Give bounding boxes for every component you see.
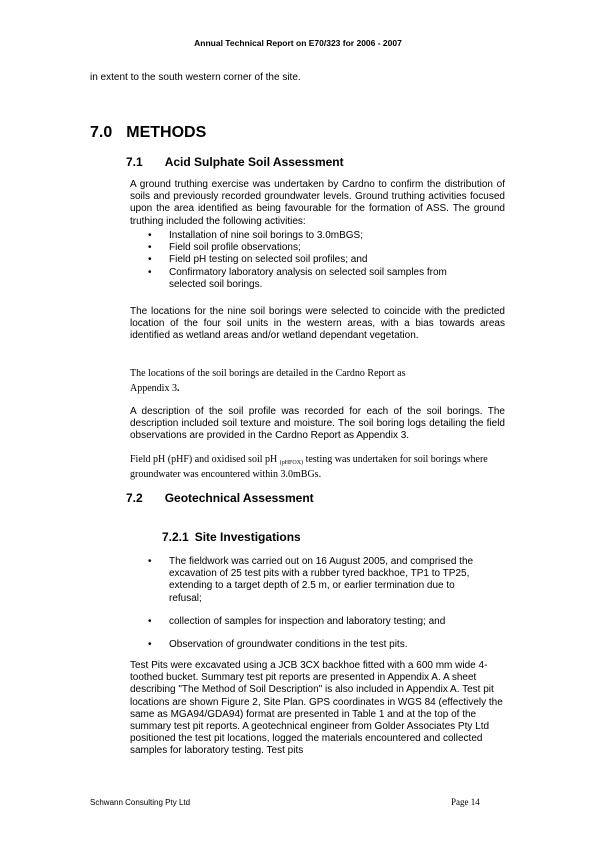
footer-page-number: Page 14 xyxy=(451,797,480,807)
section-title: METHODS xyxy=(126,124,207,141)
list-item: • Installation of nine soil borings to 3.0mBGS; xyxy=(148,230,363,241)
list-item: • Field soil profile observations; xyxy=(148,242,301,254)
section-7-1-heading xyxy=(126,155,344,169)
s71-paragraph-2: The locations for the nine soil borings were selected to coincide with the predicted location of the four soil units in the western areas, with a bias towards areas identified as wetland areas and/or wetland dependant vegetation. xyxy=(130,306,505,342)
s721-bullet-list xyxy=(130,556,505,651)
bullet-icon: • xyxy=(148,556,152,567)
bullet-icon: • xyxy=(148,254,152,266)
list-item: • The fieldwork was carried out on 16 August 2005, and comprised the excavation of 25 test pits with a rubber tyred backhoe, TP1 to TP25, extending to a target depth of 2.5 m, or earlier termination due to refusal; xyxy=(148,556,474,604)
bullet-icon: • xyxy=(148,230,152,241)
bullet-icon: • xyxy=(148,266,152,278)
subsection-number: 7.1 xyxy=(126,155,143,169)
bullet-icon: • xyxy=(148,639,152,651)
section-7-2-heading xyxy=(126,491,314,505)
s71-paragraph-4: A description of the soil profile was recorded for each of the soil borings. The description included soil texture and moisture. The soil boring logs detailing the field observations are provided in the Cardno Report as Appendix 3. xyxy=(130,406,505,442)
bullet-icon: • xyxy=(148,242,152,254)
s71-paragraph-5: Field pH (pHF) and oxidised soil pH $_{(pHFOX)}$ testing was undertaken for soil borings where groundwater was encountered within 3.0mBGs. xyxy=(130,454,488,481)
subsection-title: Geotechnical Assessment xyxy=(164,491,314,505)
s71-bullet-list xyxy=(130,230,505,291)
list-item: • collection of samples for inspection and laboratory testing; and xyxy=(148,615,446,627)
section-number: 7.0 xyxy=(90,124,113,141)
footer-company: Schwann Consulting Pty Ltd xyxy=(90,798,191,807)
list-item: • Observation of groundwater conditions in the test pits. xyxy=(148,639,408,651)
subsection-number: 7.2 xyxy=(126,491,143,505)
s71-paragraph-3: The locations of the soil borings are detailed in the Cardno Report as Appendix 3. xyxy=(130,368,406,394)
subsubsection-title: Site Investigations xyxy=(194,530,301,544)
subsubsection-number: 7.2.1 xyxy=(162,530,189,544)
s721-paragraph: Test Pits were excavated using a JCB 3CX backhoe fitted with a 600 mm wide 4-toothed bucket. Summary test pit reports are presented in Appendix A. A sheet describing "The Method of Soil Description" is also included in Appendix A. Test pit locations are shown Figure 2, Site Plan. GPS coordinates in WGS 84 (effectively the same as MGA94/GDA94) format are presented in Table 1 and at the top of the summary test pit reports. A geotechnical engineer from Golder Associates Pty Ltd positioned the test pit locations, logged the materials encountered and collected samples for laboratory testing. Test pits xyxy=(130,660,503,757)
section-7-2-1-heading xyxy=(162,530,301,544)
subsection-title: Acid Sulphate Soil Assessment xyxy=(164,155,344,169)
list-item: • Field pH testing on selected soil profiles; and xyxy=(148,254,368,266)
s71-paragraph-1: A ground truthing exercise was undertaken by Cardno to confirm the distribution of soils and previously recorded groundwater levels. Ground truthing activities focused upon the area identified as being favourable for the formation of ASS. The ground truthing included the following activities: xyxy=(130,179,505,227)
page-header: Annual Technical Report on E70/323 for 2006 - 2007 xyxy=(194,38,402,48)
intro-line: in extent to the south western corner of the site. xyxy=(90,72,301,83)
section-7-heading xyxy=(90,124,206,142)
list-item: • Confirmatory laboratory analysis on selected soil samples from selected soil borings. xyxy=(148,266,447,290)
bullet-icon: • xyxy=(148,615,152,627)
